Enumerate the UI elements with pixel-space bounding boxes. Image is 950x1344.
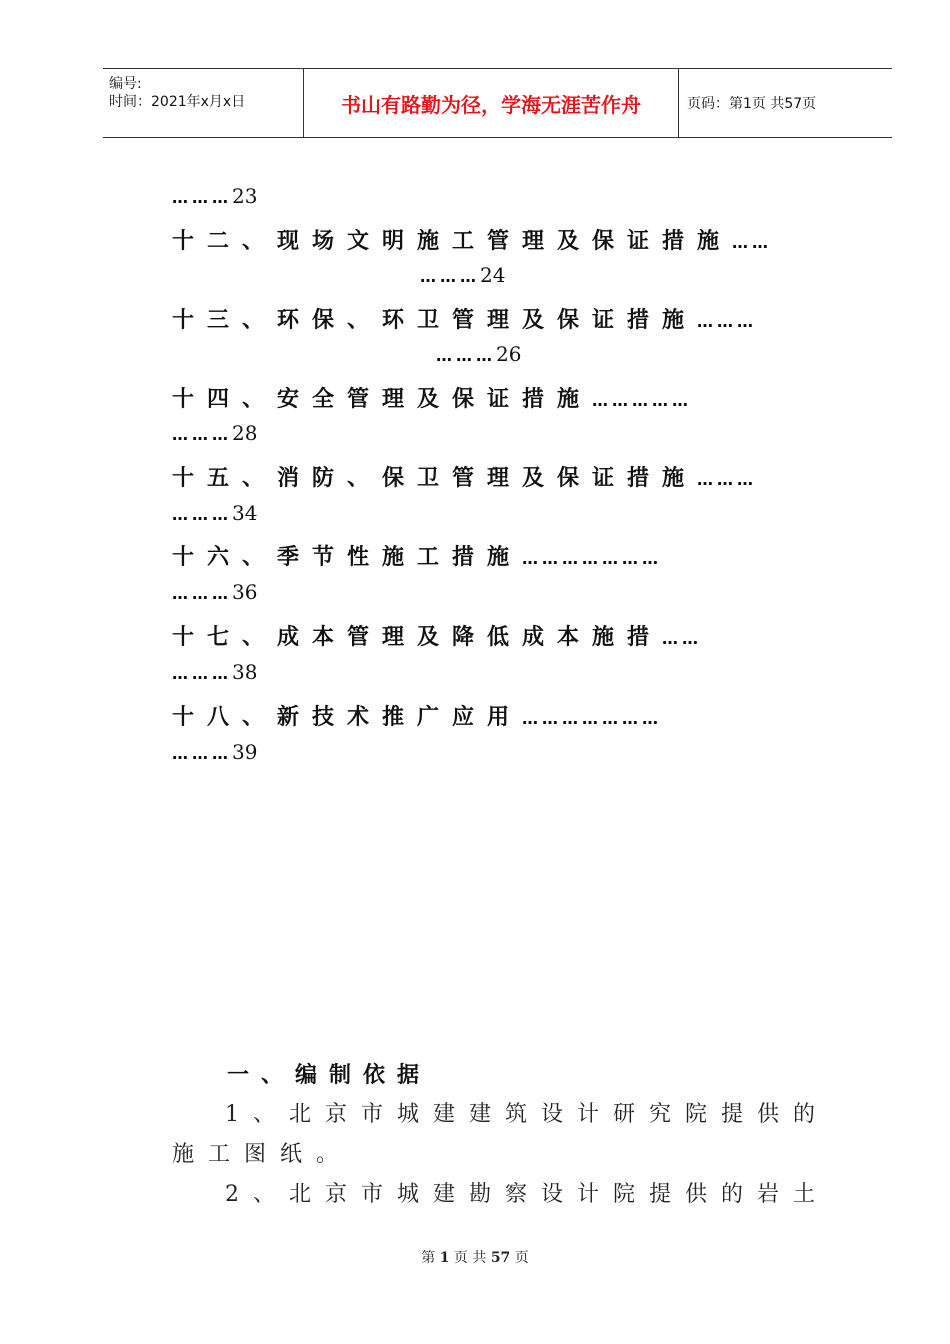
toc-entry-page-line (172, 580, 257, 604)
toc-title-text[interactable]: 十六、季节性施工措施 (172, 545, 523, 570)
time-label: 时间：2021年x月x日 (109, 94, 246, 110)
toc-leader-dots: ……… (172, 425, 232, 444)
toc-title-text[interactable]: 十七、成本管理及降低成本施措 (172, 625, 663, 650)
header-motto-cell (303, 69, 679, 137)
toc-entry-title[interactable] (172, 540, 662, 571)
paragraph-line: 1、北京市城建建筑设计研究院提供的 (225, 1102, 829, 1127)
toc-entry-page-line (172, 501, 257, 525)
toc-entry-page-line (172, 740, 257, 764)
footer-middle: 页 共 (453, 1250, 487, 1266)
toc-leader-dots: ……… (697, 470, 758, 489)
toc-leader-dots: ……… (172, 505, 232, 524)
toc-leader-dots: ……… (172, 584, 232, 603)
toc-leader-dots: …… (732, 233, 773, 252)
section-heading: 一、编制依据 (227, 1063, 432, 1088)
toc-leader-dots: …… (662, 629, 703, 648)
footer-suffix: 页 (514, 1250, 529, 1266)
code-label: 编号: (109, 76, 142, 92)
toc-leader-dots: ……… (172, 664, 232, 683)
toc-leader-dots: ………………… (522, 709, 663, 728)
toc-leader-dots: …………… (592, 391, 693, 410)
footer-page: 1 (439, 1250, 450, 1266)
toc-entry-page-line (420, 263, 505, 287)
toc-leader-dots: ………………… (522, 549, 663, 568)
header-meta (103, 69, 303, 137)
toc-leader-dots: ……… (697, 312, 758, 331)
header-motto: 书山有路勤为径，学海无涯苦作舟 (341, 93, 641, 117)
toc-entry-page-line (172, 184, 257, 208)
toc-page-number: 36 (232, 580, 258, 604)
toc-page-number: 38 (232, 660, 258, 684)
toc-title-text[interactable]: 十四、安全管理及保证措施 (172, 387, 593, 412)
toc-title-text[interactable]: 十五、消防、保卫管理及保证措施 (172, 466, 698, 491)
paragraph-line: 施工图纸。 (172, 1142, 353, 1167)
toc-entry-page-line (172, 421, 257, 445)
toc-entry-title[interactable] (172, 382, 692, 413)
header-page-label: 页码：第1页 共57页 (687, 96, 817, 112)
toc-entry-page-line (436, 342, 521, 366)
toc-leader-dots: ……… (172, 188, 232, 207)
toc-page-number: 39 (232, 740, 258, 764)
toc-leader-dots: ……… (172, 744, 232, 763)
toc-title-text[interactable]: 十三、环保、环卫管理及保证措施 (172, 308, 698, 333)
toc-entry-title[interactable] (172, 620, 702, 651)
toc-entry-title[interactable] (172, 303, 757, 334)
toc-page-number: 34 (232, 501, 258, 525)
toc-title-text[interactable]: 十二、现场文明施工管理及保证措施 (172, 229, 733, 254)
page-header (103, 68, 892, 138)
paragraph-line: 2、北京市城建勘察设计院提供的岩土 (225, 1182, 829, 1207)
toc-page-number: 28 (232, 421, 258, 445)
toc-entry-title[interactable] (172, 461, 757, 492)
toc-leader-dots: ……… (420, 267, 480, 286)
footer-total: 57 (490, 1250, 511, 1266)
page-footer (0, 1247, 950, 1267)
toc-title-text[interactable]: 十八、新技术推广应用 (172, 705, 523, 730)
toc-page-number: 26 (496, 342, 522, 366)
toc-page-number: 23 (232, 184, 258, 208)
toc-entry-page-line (172, 660, 257, 684)
header-page-cell (679, 69, 892, 137)
toc-page-number: 24 (480, 263, 506, 287)
toc-entry-title[interactable] (172, 700, 662, 731)
toc-entry-title[interactable] (172, 224, 772, 255)
footer-prefix: 第 (421, 1250, 436, 1266)
toc-leader-dots: ……… (436, 346, 496, 365)
